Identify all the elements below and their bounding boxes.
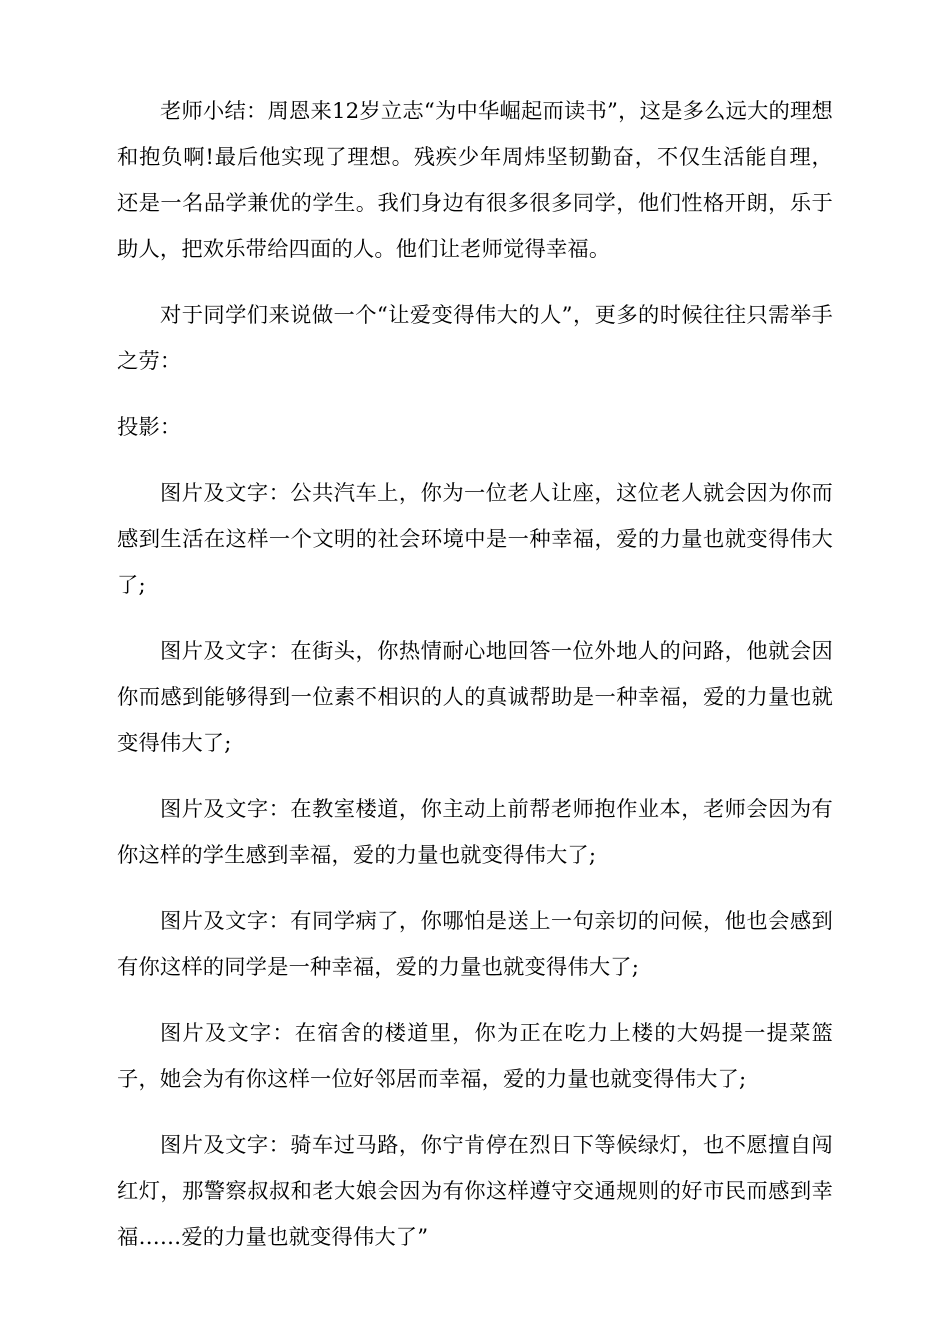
helping-intro-paragraph: 对于同学们来说做一个“让爱变得伟大的人”，更多的时候往往只需举手之劳： (117, 303, 833, 374)
example-bus-paragraph: 图片及文字：公共汽车上，你为一位老人让座，这位老人就会因为你而感到生活在这样一个文明的社会环境中是一种幸福，爱的力量也就变得伟大了; (117, 481, 833, 598)
example-sick-classmate-paragraph: 图片及文字：有同学病了，你哪怕是送上一句亲切的问候，他也会感到有你这样的同学是一种幸福，爱的力量也就变得伟大了; (117, 909, 833, 980)
example-classroom-paragraph: 图片及文字：在教室楼道，你主动上前帮老师抱作业本，老师会因为有你这样的学生感到幸福，爱的力量也就变得伟大了; (117, 797, 833, 868)
example-traffic-paragraph: 图片及文字：骑车过马路，你宁肯停在烈日下等候绿灯，也不愿擅自闯红灯，那警察叔叔和老大娘会因为有你这样遵守交通规则的好市民而感到幸福……爱的力量也就变得伟大了” (117, 1133, 833, 1250)
document-body (117, 89, 833, 1261)
example-dormitory-paragraph: 图片及文字：在宿舍的楼道里，你为正在吃力上楼的大妈提一提菜篮子，她会为有你这样一位好邻居而幸福，爱的力量也就变得伟大了; (117, 1021, 833, 1092)
teacher-summary-paragraph: 老师小结：周恩来12岁立志“为中华崛起而读书”，这是多么远大的理想和抱负啊!最后他实现了理想。残疾少年周炜坚韧勤奋，不仅生活能自理，还是一名品学兼优的学生。我们身边有很多很多同学，他们性格开朗，乐于助人，把欢乐带给四面的人。他们让老师觉得幸福。 (117, 99, 833, 262)
projection-label: 投影： (117, 415, 182, 440)
example-street-paragraph: 图片及文字：在街头，你热情耐心地回答一位外地人的问路，他就会因你而感到能够得到一位素不相识的人的真诚帮助是一种幸福，爱的力量也就变得伟大了; (117, 639, 833, 756)
